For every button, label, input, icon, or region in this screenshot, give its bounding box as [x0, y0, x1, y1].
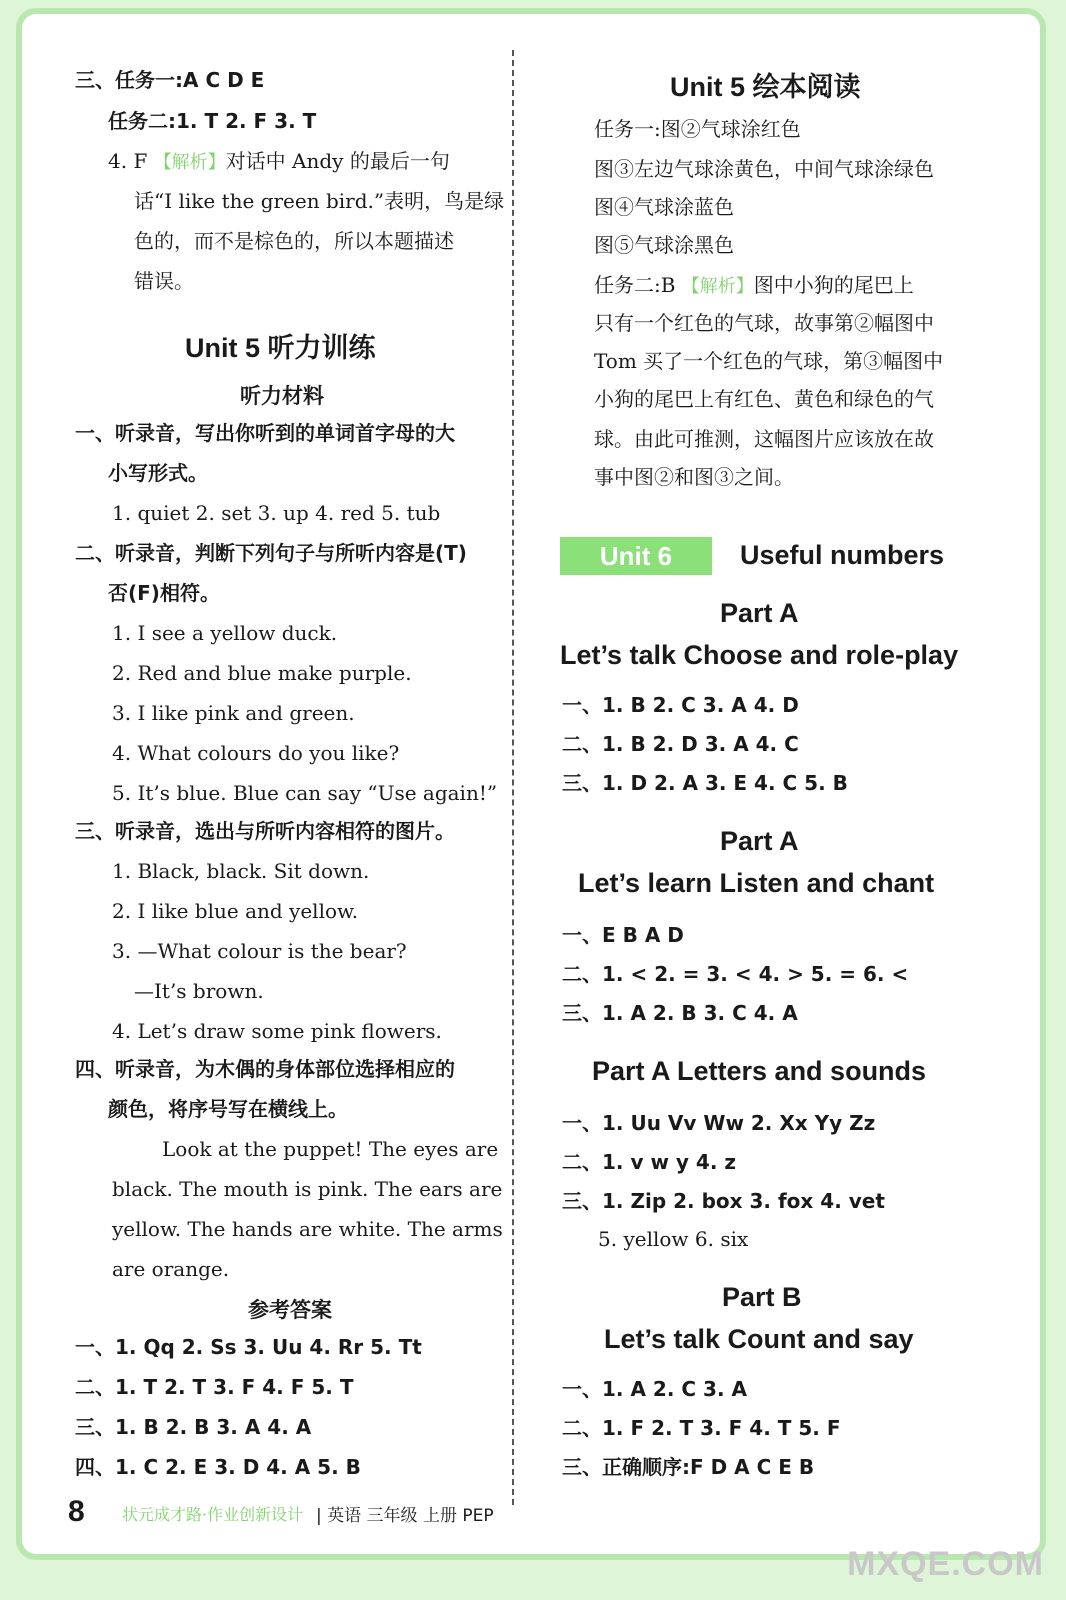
unit6-badge: Unit 6 [560, 537, 712, 575]
letters-answers-1: 一、1. Uu Vv Ww 2. Xx Yy Zz [562, 1111, 876, 1135]
part-a-heading-1: Part A [720, 598, 799, 628]
letters-answers-2: 二、1. v w y 4. z [562, 1150, 737, 1174]
unit6-title: Useful numbers [740, 540, 945, 570]
analysis-line-4: 错误。 [134, 269, 194, 293]
talk-answers-3: 三、1. D 2. A 3. E 4. C 5. B [562, 771, 848, 795]
analysis-tag: 【解析】 [153, 152, 226, 173]
reading-line-6: 只有一个红色的气球，故事第②幅图中 [594, 311, 934, 335]
analysis-tag: 【解析】 [681, 276, 754, 297]
task-2-label: 任务二:B [594, 273, 682, 297]
reading-line-9: 球。由此可推测，这幅图片应该放在故 [594, 427, 934, 451]
part-b-answers-3: 三、正确顺序:F D A C E B [562, 1455, 815, 1479]
reading-line-2: 图③左边气球涂黄色，中间气球涂绿色 [594, 157, 934, 181]
book-info: | 英语 三年级 上册 PEP [316, 1506, 494, 1526]
task-1-answer: 三、任务一:A C D E [75, 68, 265, 92]
question-4-prompt: 四、听录音，为木偶的身体部位选择相应的 [75, 1057, 455, 1081]
listening-material-title: 听力材料 [240, 384, 324, 408]
unit5-reading-title: Unit 5 绘本阅读 [670, 72, 861, 102]
letters-answers-3: 三、1. Zip 2. box 3. fox 4. vet [562, 1189, 885, 1213]
question-2-prompt: 二、听录音，判断下列句子与所听内容是(T) [75, 541, 467, 565]
part-a-subheading-2: Let’s learn Listen and chant [578, 868, 935, 898]
question-3-prompt: 三、听录音，选出与所听内容相符的图片。 [75, 819, 455, 843]
unit5-listening-title: Unit 5 听力训练 [185, 333, 376, 363]
analysis-line [108, 148, 450, 176]
sentence-2: 2. Red and blue make purple. [112, 661, 412, 685]
reading-task-1: 任务一:图②气球涂红色 [594, 117, 801, 141]
learn-answers-1: 一、E B A D [562, 923, 684, 947]
question-4-prompt-2: 颜色，将序号写在横线上。 [108, 1097, 348, 1121]
brand-text: 状元成才路·作业创新设计 [122, 1505, 304, 1524]
part-a-subheading-1: Let’s talk Choose and role-play [560, 640, 959, 670]
reading-line-10: 事中图②和图③之间。 [594, 465, 794, 489]
reading-line-3: 图④气球涂蓝色 [594, 195, 734, 219]
sentence-3: 3. I like pink and green. [112, 701, 355, 725]
analysis-line-2: 话“I like the green bird.”表明，鸟是绿 [134, 189, 505, 213]
part-a-heading-3: Part A Letters and sounds [592, 1056, 927, 1086]
talk-answers-2: 二、1. B 2. D 3. A 4. C [562, 732, 799, 756]
q3-sentence-2: 2. I like blue and yellow. [112, 899, 359, 923]
watermark: MXQE.COM [847, 1545, 1044, 1583]
letters-answers-4: 5. yellow 6. six [598, 1227, 749, 1251]
part-b-answers-2: 二、1. F 2. T 3. F 4. T 5. F [562, 1416, 841, 1440]
page-number: 8 [68, 1495, 85, 1528]
puppet-text-4: are orange. [112, 1257, 230, 1281]
analysis-line-3: 色的，而不是棕色的，所以本题描述 [134, 229, 454, 253]
sentence-5: 5. It’s blue. Blue can say “Use again!” [112, 781, 498, 805]
answers-title: 参考答案 [248, 1298, 332, 1322]
answers-3: 三、1. B 2. B 3. A 4. A [75, 1415, 312, 1439]
column-divider [512, 50, 514, 1505]
reading-task-2 [594, 272, 914, 300]
question-1-prompt-2: 小写形式。 [108, 461, 208, 485]
q3-sentence-3: 3. —What colour is the bear? [112, 939, 407, 963]
question-2-prompt-2: 否(F)相符。 [108, 581, 220, 605]
question-1-prompt: 一、听录音，写出你听到的单词首字母的大 [75, 421, 455, 445]
answer-4: 4. F [108, 149, 154, 173]
learn-answers-3: 三、1. A 2. B 3. C 4. A [562, 1001, 798, 1025]
puppet-text-2: black. The mouth is pink. The ears are [112, 1177, 503, 1201]
part-b-answers-1: 一、1. A 2. C 3. A [562, 1377, 747, 1401]
part-b-heading: Part B [722, 1282, 802, 1312]
answers-2: 二、1. T 2. T 3. F 4. F 5. T [75, 1375, 354, 1399]
puppet-text-1: Look at the puppet! The eyes are [162, 1137, 499, 1161]
analysis-text: 对话中 Andy 的最后一句 [225, 149, 450, 173]
q3-sentence-1: 1. Black, black. Sit down. [112, 859, 370, 883]
q3-sentence-3b: —It’s brown. [134, 979, 264, 1003]
answers-4: 四、1. C 2. E 3. D 4. A 5. B [75, 1455, 361, 1479]
part-a-heading-2: Part A [720, 826, 799, 856]
q3-sentence-4: 4. Let’s draw some pink flowers. [112, 1019, 442, 1043]
sentence-1: 1. I see a yellow duck. [112, 621, 338, 645]
reading-line-7: Tom 买了一个红色的气球，第③幅图中 [594, 349, 944, 373]
sentence-4: 4. What colours do you like? [112, 741, 400, 765]
part-b-subheading: Let’s talk Count and say [604, 1324, 914, 1354]
analysis-text: 图中小狗的尾巴上 [753, 273, 914, 297]
talk-answers-1: 一、1. B 2. C 3. A 4. D [562, 693, 799, 717]
answers-1: 一、1. Qq 2. Ss 3. Uu 4. Rr 5. Tt [75, 1335, 422, 1359]
puppet-text-3: yellow. The hands are white. The arms [112, 1217, 503, 1241]
question-1-words: 1. quiet 2. set 3. up 4. red 5. tub [112, 501, 441, 525]
learn-answers-2: 二、1. < 2. = 3. < 4. > 5. = 6. < [562, 962, 909, 986]
reading-line-8: 小狗的尾巴上有红色、黄色和绿色的气 [594, 387, 934, 411]
task-2-answer: 任务二:1. T 2. F 3. T [108, 109, 317, 133]
reading-line-4: 图⑤气球涂黑色 [594, 233, 734, 257]
